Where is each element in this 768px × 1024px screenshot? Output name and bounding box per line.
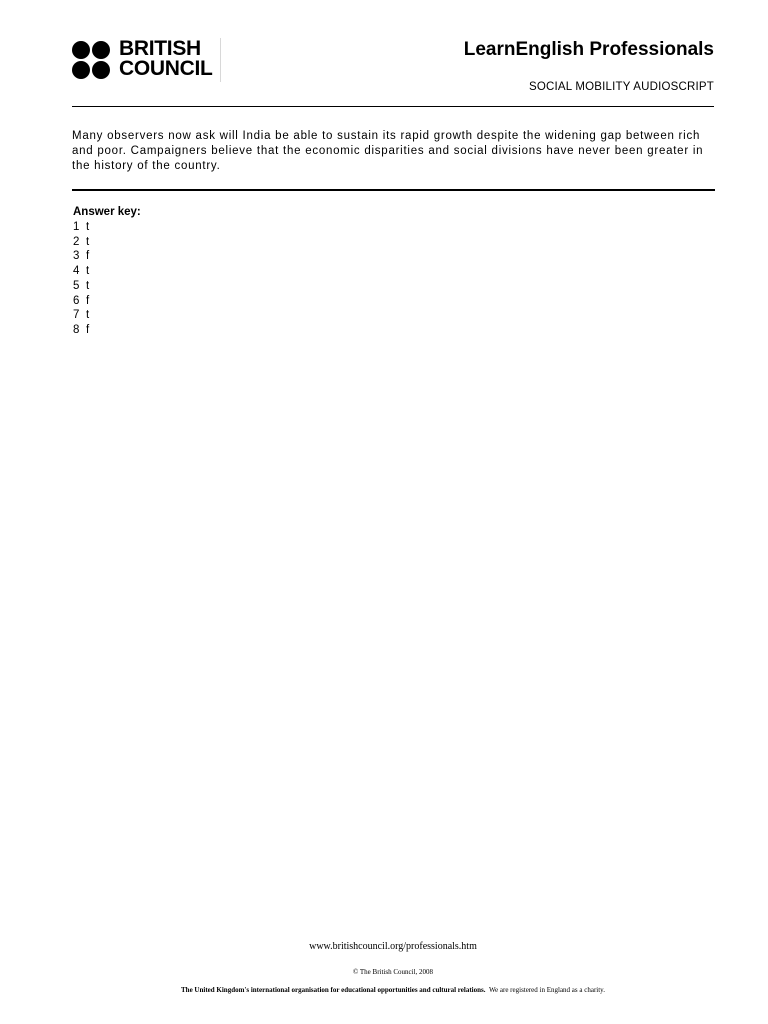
- answer-value: t: [86, 235, 90, 248]
- answer-value: t: [86, 265, 90, 278]
- answer-item: [73, 220, 141, 235]
- logo-divider: [220, 38, 221, 82]
- footer-url: www.britishcouncil.org/professionals.htm: [309, 941, 477, 952]
- answer-number: 6: [73, 294, 80, 307]
- answer-item: [73, 294, 141, 309]
- answer-item: [73, 308, 141, 323]
- answer-key-section: [73, 205, 141, 338]
- logo-wordmark: [119, 39, 213, 79]
- intro-paragraph: Many observers now ask will India be able to sustain its rapid growth despite the widening gap between rich and poor. Campaigners believe that the economic disparities and social divisions have never been greater in the history of the country.: [72, 130, 704, 172]
- answer-item: [73, 323, 141, 338]
- answer-number: 2: [73, 235, 80, 248]
- answer-item: [73, 279, 141, 294]
- answer-number: 3: [73, 250, 80, 263]
- logo-dot: [72, 41, 90, 59]
- answer-value: f: [86, 294, 90, 307]
- answer-number: 1: [73, 221, 80, 233]
- answer-key-list: [73, 220, 141, 338]
- answer-number: 7: [73, 309, 80, 322]
- answer-value: t: [86, 279, 90, 292]
- answer-number: 8: [73, 323, 80, 336]
- answer-item: [73, 235, 141, 250]
- logo-dots-icon: [72, 41, 116, 79]
- answer-value: t: [86, 221, 90, 233]
- logo-line-1: BRITISH: [119, 37, 201, 60]
- answer-value: t: [86, 309, 90, 322]
- logo-dot: [92, 61, 110, 79]
- header-title: LearnEnglish Professionals: [463, 39, 714, 60]
- footer-organisation: [0, 986, 768, 994]
- answer-value: f: [86, 323, 90, 336]
- logo-line-2: COUNCIL: [119, 57, 213, 80]
- top-divider: [72, 106, 714, 107]
- footer-charity-note: We are registered in England as a charity.: [488, 986, 605, 994]
- footer-copyright: © The British Council, 2008: [352, 968, 434, 976]
- answer-value: f: [86, 250, 90, 263]
- logo-dot: [92, 41, 110, 59]
- logo-dot: [72, 61, 90, 79]
- answer-number: 5: [73, 279, 80, 292]
- british-council-logo: [72, 38, 227, 82]
- header-subtitle: SOCIAL MOBILITY AUDIOSCRIPT: [529, 81, 714, 93]
- answer-item: [73, 264, 141, 279]
- section-divider: [72, 189, 715, 191]
- footer-org-statement: The United Kingdom's international organisation for educational opportunities and cultural relations.: [181, 986, 486, 994]
- answer-key-heading: Answer key:: [73, 206, 141, 218]
- answer-item: [73, 249, 141, 264]
- answer-number: 4: [73, 265, 80, 278]
